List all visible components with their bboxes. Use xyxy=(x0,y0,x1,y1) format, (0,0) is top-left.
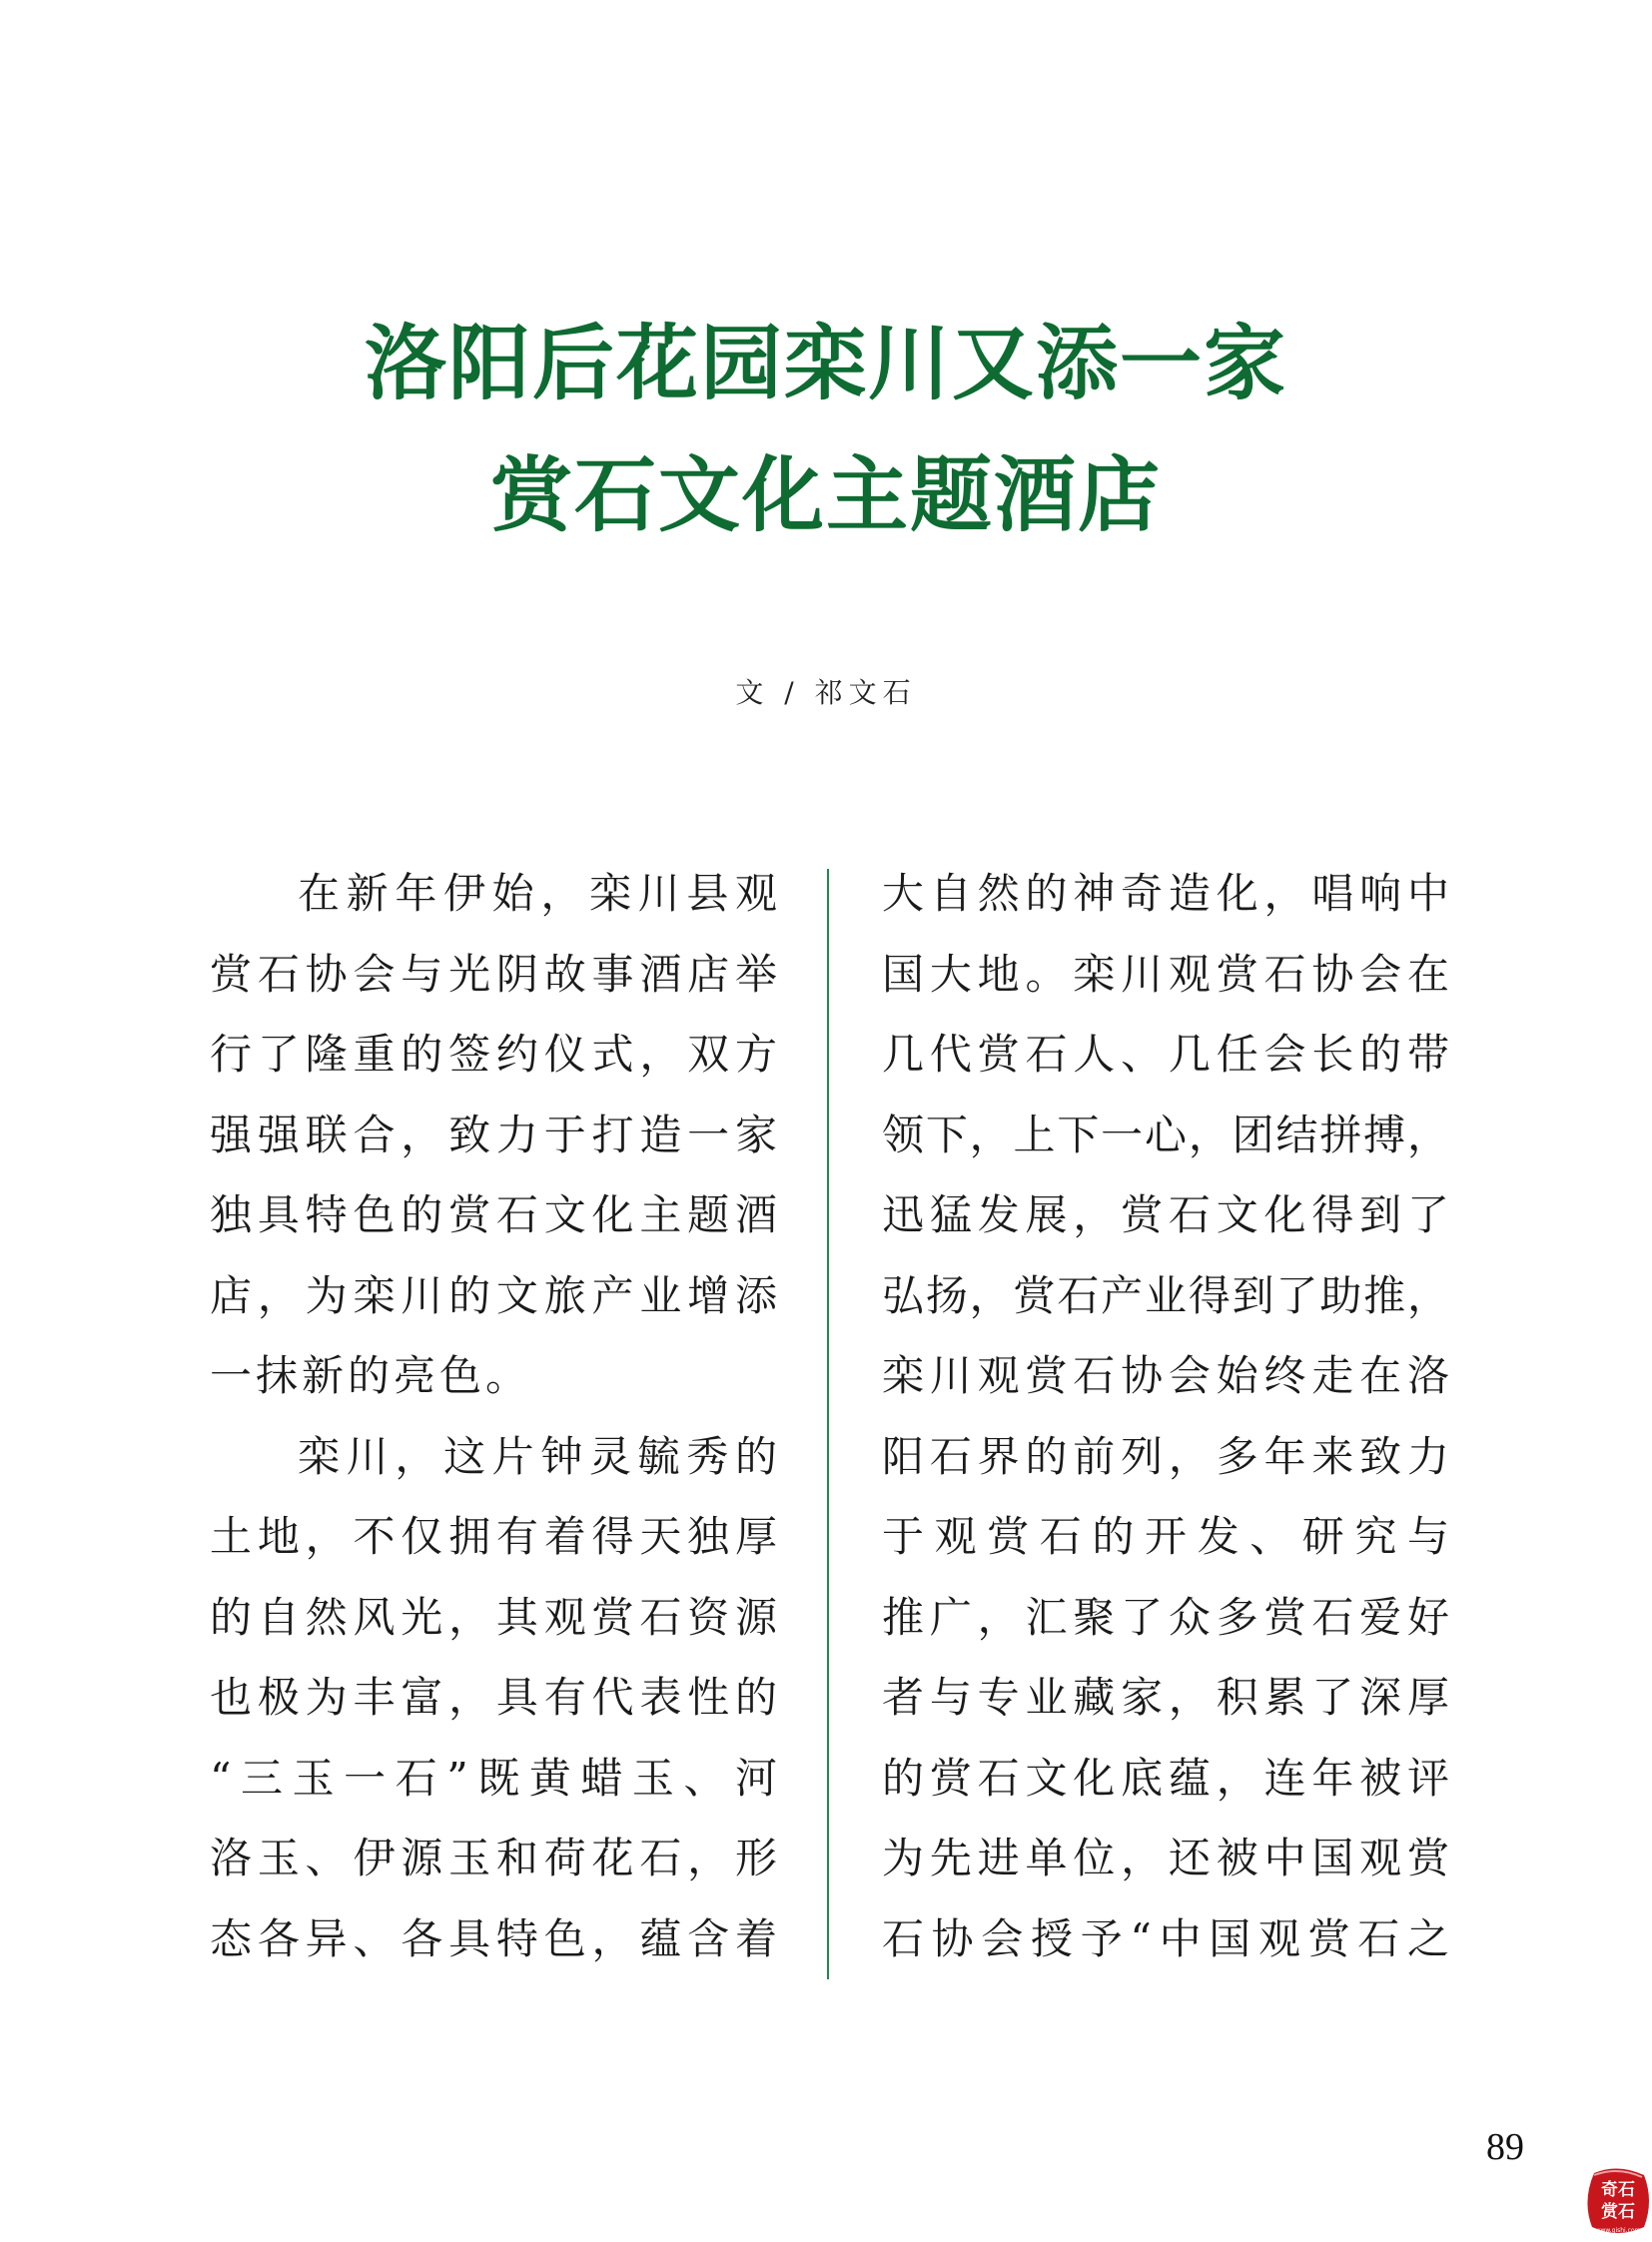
svg-text:www.qishi.com: www.qishi.com xyxy=(1595,2227,1641,2234)
text-line: 独具特色的赏石文化主题酒 xyxy=(210,1190,777,1239)
svg-text:赏石: 赏石 xyxy=(1601,2202,1635,2222)
svg-text:奇石: 奇石 xyxy=(1601,2180,1635,2200)
byline: 文 / 祁文石 xyxy=(735,676,917,709)
text-line: 于观赏石的开发、研究与 xyxy=(882,1512,1449,1561)
text-line: 国大地。栾川观赏石协会在 xyxy=(882,949,1449,999)
text-line: 为先进单位，还被中国观赏 xyxy=(882,1834,1449,1882)
text-line: 店，为栾川的文旅产业增添 xyxy=(210,1270,777,1320)
text-line: 弘扬，赏石产业得到了助推， xyxy=(882,1270,1449,1320)
body-column-right xyxy=(882,854,1449,1979)
page-number: 89 xyxy=(1486,2126,1524,2168)
article-title-line-2: 赏石文化主题酒店 xyxy=(489,447,1162,543)
text-line: 者与专业藏家，积累了深厚 xyxy=(882,1673,1449,1722)
text-line: 石协会授予“中国观赏石之 xyxy=(882,1913,1449,1963)
text-line: 一抹新的亮色。 xyxy=(210,1351,532,1400)
text-line: 大自然的神奇造化，唱响中 xyxy=(882,869,1449,918)
text-line: 的自然风光，其观赏石资源 xyxy=(210,1592,777,1642)
text-line: 也极为丰富，具有代表性的 xyxy=(210,1673,777,1722)
text-line: 态各异、各具特色，蕴含着 xyxy=(210,1913,777,1963)
column-divider xyxy=(827,869,829,1979)
text-line: 的赏石文化底蕴，连年被评 xyxy=(882,1753,1449,1803)
text-line: 推广，汇聚了众多赏石爱好 xyxy=(882,1592,1449,1642)
text-line: 阳石界的前列，多年来致力 xyxy=(882,1431,1449,1481)
text-line: “三玉一石”既黄蜡玉、河 xyxy=(210,1753,777,1803)
text-line: 栾川观赏石协会始终走在洛 xyxy=(882,1351,1449,1400)
text-line: 几代赏石人、几任会长的带 xyxy=(882,1030,1449,1079)
text-line: 土地，不仅拥有着得天独厚 xyxy=(210,1512,777,1561)
watermark-seal-icon xyxy=(1584,2165,1652,2237)
text-line: 赏石协会与光阴故事酒店举 xyxy=(210,949,777,999)
text-line: 行了隆重的签约仪式，双方 xyxy=(210,1030,777,1079)
article-title-line-1: 洛阳后花园栾川又添一家 xyxy=(364,316,1287,411)
text-line: 洛玉、伊源玉和荷花石，形 xyxy=(210,1834,777,1882)
text-line: 领下，上下一心，团结拼搏， xyxy=(882,1110,1449,1159)
text-line: 栾川，这片钟灵毓秀的 xyxy=(298,1431,777,1481)
text-line: 强强联合，致力于打造一家 xyxy=(210,1110,777,1159)
text-line: 迅猛发展，赏石文化得到了 xyxy=(882,1190,1449,1239)
text-line: 在新年伊始，栾川县观 xyxy=(298,869,777,918)
body-column-left xyxy=(210,854,777,1979)
